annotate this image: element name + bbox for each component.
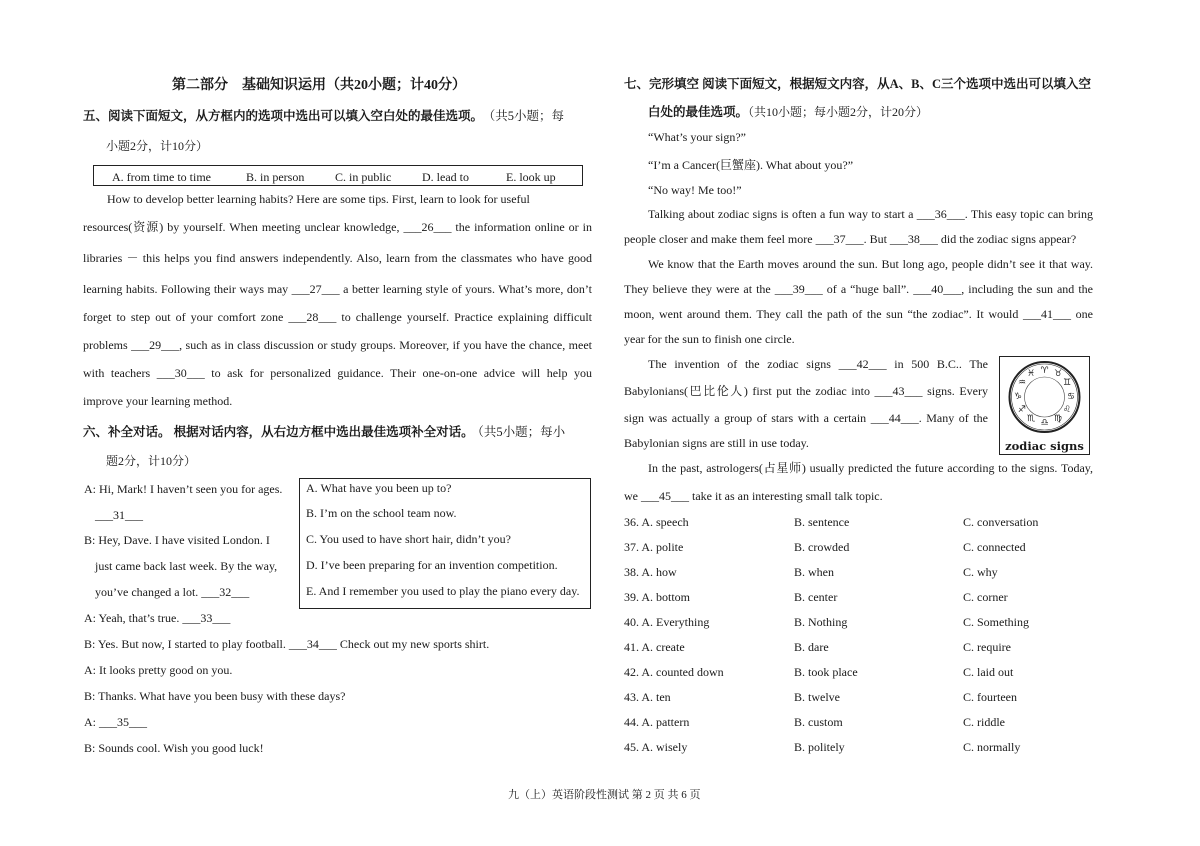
passage-line: They believe they were at the ___39___ of a “huge ball”. ___40___, including the sun and the [624, 282, 1093, 296]
passage-line: We know that the Earth moves around the sun. But long ago, people didn’t see it that way. [648, 257, 1093, 271]
word-option-e: E. look up [506, 170, 556, 184]
dialog-line: you’ve changed a lot. ___32___ [95, 585, 250, 599]
choice-37-a: 37. A. polite [624, 540, 684, 554]
passage-line: How to develop better learning habits? Here are some tips. First, learn to look for useful [107, 192, 530, 206]
dialog-options-box [299, 478, 591, 609]
section7-heading: 七、完形填空 阅读下面短文，根据短文内容，从A、B、C三个选项中选出可以填入空 [624, 77, 1092, 91]
dialog-line: B: Sounds cool. Wish you good luck! [84, 741, 264, 755]
choice-44-b: B. custom [794, 715, 843, 729]
word-option-d: D. lead to [422, 170, 469, 184]
choice-38-b: B. when [794, 565, 834, 579]
passage-line: with teachers ___30___ to ask for personalized guidance. Their one-on-one advice will help you [83, 366, 592, 380]
page-footer: 九（上）英语阶段性测试 第 2 页 共 6 页 [508, 789, 701, 801]
dialog-line: B: Yes. But now, I started to play football. ___34___ Check out my new sports shirt. [84, 637, 490, 651]
choice-45-b: B. politely [794, 740, 845, 754]
choice-36-b: B. sentence [794, 515, 850, 529]
word-option-a: A. from time to time [112, 170, 211, 184]
svg-text:♓: ♓ [1026, 369, 1036, 379]
word-option-b: B. in person [246, 170, 305, 184]
choice-45-c: C. normally [963, 740, 1021, 754]
choice-43-b: B. twelve [794, 690, 840, 704]
section5-heading-text: 五、阅读下面短文，从方框内的选项中选出可以填入空白处的最佳选项。 [83, 109, 484, 123]
cloze-dialog-line: “No way! Me too!” [648, 183, 742, 197]
passage-line: moon, went around them. They call the path of the sun “the zodiac”. It would ___41___ one [624, 307, 1093, 321]
choice-37-c: C. connected [963, 540, 1026, 554]
svg-text:♎: ♎ [1040, 418, 1049, 428]
zodiac-signs-image [999, 356, 1090, 455]
section5-heading [83, 106, 564, 124]
dialog-option-a: A. What have you been up to? [306, 481, 452, 495]
section6-note-cont: 题2分，计10分） [106, 454, 197, 468]
svg-text:♉: ♉ [1053, 369, 1063, 379]
choice-43-a: 43. A. ten [624, 690, 671, 704]
passage-zodiac-part3 [624, 462, 1093, 512]
dialog-blank-31: ___31___ [95, 508, 143, 522]
choice-40-a: 40. A. Everything [624, 615, 710, 629]
cloze-dialog-line: “What’s your sign?” [648, 130, 746, 144]
choice-38-a: 38. A. how [624, 565, 677, 579]
passage-zodiac-part2 [624, 358, 988, 462]
passage-line: resources(资源) by yourself. When meeting unclear knowledge, ___26___ the information online or in [83, 220, 592, 234]
section6-heading [83, 422, 565, 440]
passage-line: Babylonian signs are still in use today. [624, 436, 809, 450]
word-options-box [93, 165, 583, 186]
section7-heading-text: 白处的最佳选项。 [648, 105, 749, 119]
passage-line: The invention of the zodiac signs ___42___ in 500 B.C.. The [648, 357, 988, 371]
dialog-option-c: C. You used to have short hair, didn’t you? [306, 532, 511, 546]
svg-text:♈: ♈ [1040, 366, 1049, 376]
choice-40-b: B. Nothing [794, 615, 848, 629]
dialog-line: A: Hi, Mark! I haven’t seen you for ages. [84, 482, 283, 496]
word-option-c: C. in public [335, 170, 392, 184]
passage-line: In the past, astrologers(占星师) usually predicted the future according to the signs. Today, [648, 461, 1093, 475]
passage-line: people closer and make them feel more ___37___. But ___38___ did the zodiac signs appear? [624, 232, 1077, 246]
svg-text:♋: ♋ [1066, 392, 1076, 402]
svg-text:♊: ♊ [1062, 378, 1072, 388]
svg-text:♍: ♍ [1053, 414, 1063, 424]
section7-note: （共10小题；每小题2分，计20分） [748, 105, 929, 119]
section7-heading-cont [648, 102, 928, 120]
passage-line: forget to step out of your comfort zone ___28___ to challenge yourself. Practice explaining difficult [83, 310, 592, 324]
dialog-line: A: It looks pretty good on you. [84, 663, 233, 677]
dialog-option-e: E. And I remember you used to play the piano every day. [306, 584, 580, 598]
choice-36-a: 36. A. speech [624, 515, 689, 529]
svg-text:♏: ♏ [1026, 414, 1036, 424]
choice-36-c: C. conversation [963, 515, 1039, 529]
passage-line: Talking about zodiac signs is often a fun way to start a ___36___. This easy topic can bring [648, 207, 1093, 221]
choice-39-a: 39. A. bottom [624, 590, 691, 604]
passage-line: year for the sun to finish one circle. [624, 332, 795, 346]
section6-heading-text: 六、补全对话。 根据对话内容，从右边方框中选出最佳选项补全对话。 [83, 425, 474, 439]
choice-43-c: C. fourteen [963, 690, 1017, 704]
svg-text:♒: ♒ [1017, 378, 1027, 388]
cloze-dialog-line: “I’m a Cancer(巨蟹座). What about you?” [648, 158, 854, 172]
part-title: 第二部分 基础知识运用（共20小题；计40分） [172, 78, 466, 93]
passage-line: Babylonians(巴比伦人) first put the zodiac into ___43___ signs. Every [624, 384, 988, 398]
dialog-line: A: Yeah, that’s true. ___33___ [84, 611, 231, 625]
dialog-option-b: B. I’m on the school team now. [306, 506, 457, 520]
choice-37-b: B. crowded [794, 540, 850, 554]
passage-line: learning habits. Following their ways may ___27___ a better learning style of yours. What’s more, don’t [83, 282, 592, 296]
svg-text:♌: ♌ [1062, 405, 1072, 415]
passage-learning-habits [83, 193, 592, 415]
choice-42-b: B. took place [794, 665, 858, 679]
choice-44-c: C. riddle [963, 715, 1005, 729]
dialog-line: B: Hey, Dave. I have visited London. I [84, 533, 270, 547]
section5-note: （共5小题；每 [489, 109, 565, 123]
choice-40-c: C. Something [963, 615, 1030, 629]
passage-zodiac [624, 208, 1093, 358]
choice-39-b: B. center [794, 590, 838, 604]
section6-note: （共5小题；每小 [477, 425, 566, 439]
choice-41-a: 41. A. create [624, 640, 685, 654]
section5-note-cont: 小题2分，计10分） [106, 139, 209, 153]
dialog-line: just came back last week. By the way, [95, 559, 278, 573]
choice-41-b: B. dare [794, 640, 829, 654]
choice-42-c: C. laid out [963, 665, 1014, 679]
passage-line: we ___45___ take it as an interesting small talk topic. [624, 489, 883, 503]
passage-line: sign was actually a group of stars with a certain ___44___. Many of the [624, 411, 988, 425]
svg-text:♐: ♐ [1017, 405, 1027, 415]
dialog-option-d: D. I’ve been preparing for an invention competition. [306, 558, 558, 572]
choice-44-a: 44. A. pattern [624, 715, 690, 729]
choice-38-c: C. why [963, 565, 998, 579]
choice-41-c: C. require [963, 640, 1011, 654]
passage-line: improve your learning method. [83, 394, 233, 408]
passage-line: problems ___29___, such as in class discussion or study groups. Moreover, if you have the chance, meet [83, 338, 592, 352]
zodiac-image-caption: zodiac signs [1005, 439, 1084, 453]
dialog-line: B: Thanks. What have you been busy with these days? [84, 689, 346, 703]
choice-45-a: 45. A. wisely [624, 740, 688, 754]
passage-line: libraries － this helps you find answers independently. Also, learn from the classmates who have good [83, 251, 592, 265]
choice-42-a: 42. A. counted down [624, 665, 724, 679]
dialog-line: A: ___35___ [84, 715, 147, 729]
svg-text:♑: ♑ [1013, 392, 1023, 402]
choice-39-c: C. corner [963, 590, 1008, 604]
